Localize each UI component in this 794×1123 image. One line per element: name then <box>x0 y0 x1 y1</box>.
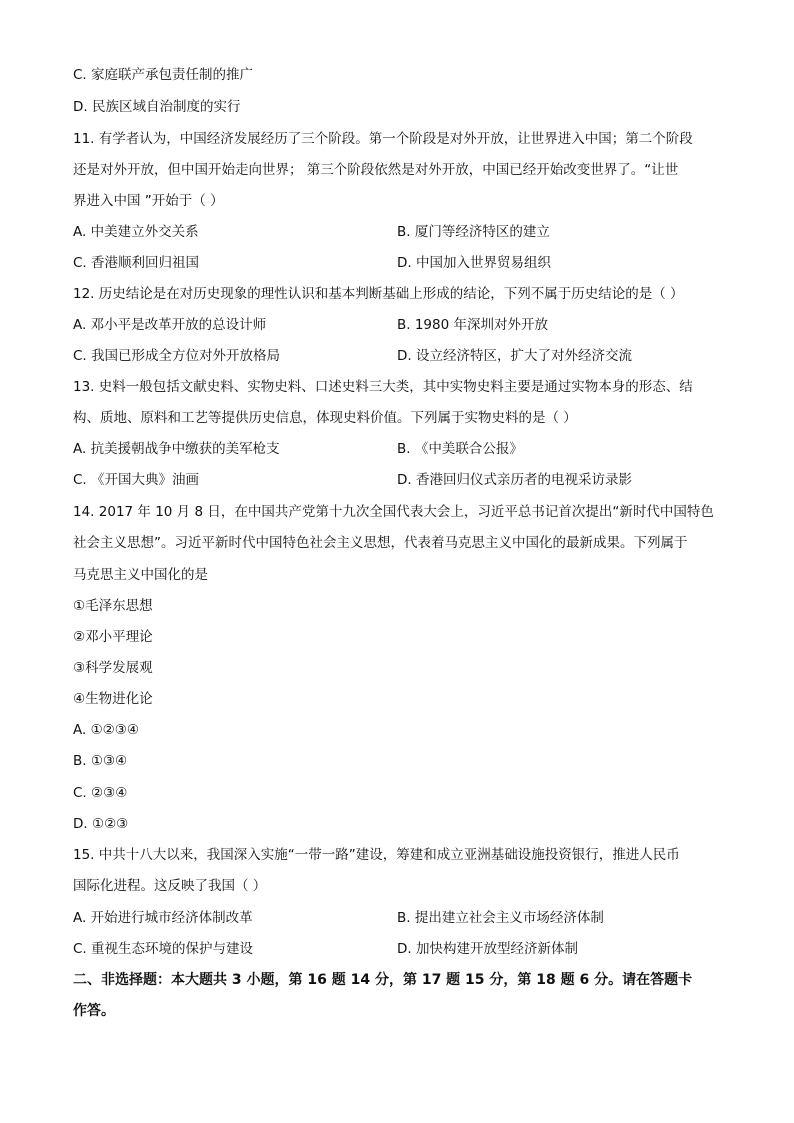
statement-item: ②邓小平理论 <box>73 629 153 645</box>
option-a: A. 开始进行城市经济体制改革 <box>73 910 253 926</box>
option-a: A. 中美建立外交关系 <box>73 224 199 240</box>
statement-item: ④生物进化论 <box>73 691 153 707</box>
option-b: B. 厦门等经济特区的建立 <box>397 224 550 240</box>
question-text: 12. 历史结论是在对历史现象的理性认识和基本判断基础上形成的结论，下列不属于历史结论的是（ ） <box>73 286 684 302</box>
option-line: C. 家庭联产承包责任制的推广 <box>73 67 254 83</box>
question-text: 14. 2017 年 10 月 8 日，在中国共产党第十九次全国代表大会上，习近平总书记首次提出“新时代中国特色 <box>73 504 714 520</box>
question-text: 15. 中共十八大以来，我国深入实施“一带一路”建设，筹建和成立亚洲基础设施投资银行，推进人民币 <box>73 847 680 863</box>
option-a: A. 邓小平是改革开放的总设计师 <box>73 317 267 333</box>
option-d: D. ①②③ <box>73 816 129 832</box>
option-c: C. ②③④ <box>73 785 128 801</box>
statement-item: ①毛泽东思想 <box>73 598 153 614</box>
option-d: D. 中国加入世界贸易组织 <box>397 255 551 271</box>
option-a: A. ①②③④ <box>73 722 139 738</box>
question-text: 构、质地、原料和工艺等提供历史信息，体现史料价值。下列属于实物史料的是（ ） <box>73 410 577 426</box>
question-text: 国际化进程。这反映了我国（ ） <box>73 878 267 894</box>
section-heading: 作答。 <box>73 1003 115 1019</box>
question-text: 还是对外开放，但中国开始走向世界； 第三个阶段依然是对外开放，中国已经开始改变世界了。“让世 <box>73 162 679 178</box>
option-c: C. 重视生态环境的保护与建设 <box>73 941 254 957</box>
question-text: 11. 有学者认为，中国经济发展经历了三个阶段。第一个阶段是对外开放，让世界进入中国；第二个阶段 <box>73 131 693 147</box>
option-c: C. 《开国大典》油画 <box>73 472 200 488</box>
option-b: B. 提出建立社会主义市场经济体制 <box>397 910 604 926</box>
option-d: D. 设立经济特区，扩大了对外经济交流 <box>397 348 632 364</box>
option-b: B. 1980 年深圳对外开放 <box>397 317 548 333</box>
option-b: B. 《中美联合公报》 <box>397 441 523 457</box>
section-heading: 二、非选择题：本大题共 3 小题，第 16 题 14 分，第 17 题 15 分，第 18 题 6 分。请在答题卡 <box>73 972 693 988</box>
option-c: C. 我国已形成全方位对外开放格局 <box>73 348 281 364</box>
option-b: B. ①③④ <box>73 753 128 769</box>
statement-item: ③科学发展观 <box>73 660 153 676</box>
option-d: D. 香港回归仪式亲历者的电视采访录影 <box>397 472 632 488</box>
question-text: 社会主义思想”。习近平新时代中国特色社会主义思想，代表着马克思主义中国化的最新成果。下列属于 <box>73 535 688 551</box>
option-line: D. 民族区域自治制度的实行 <box>73 99 241 115</box>
option-d: D. 加快构建开放型经济新体制 <box>397 941 578 957</box>
question-text: 马克思主义中国化的是 <box>73 567 208 583</box>
question-text: 13. 史料一般包括文献史料、实物史料、口述史料三大类，其中实物史料主要是通过实物本身的形态、结 <box>73 379 693 395</box>
option-a: A. 抗美援朝战争中缴获的美军枪支 <box>73 441 280 457</box>
question-text: 界进入中国 ”开始于（ ） <box>73 193 224 209</box>
option-c: C. 香港顺利回归祖国 <box>73 255 200 271</box>
